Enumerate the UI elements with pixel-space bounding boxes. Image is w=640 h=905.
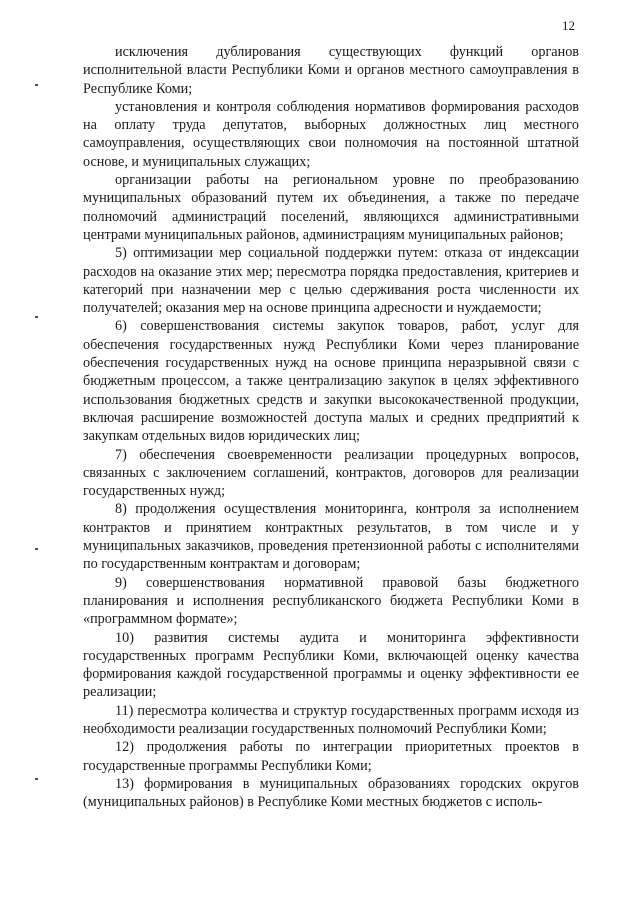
paragraph: 13) формирования в муниципальных образованиях городских округов (муниципальных районов) в Республике Коми местных бюджетов с исполь- <box>83 775 579 811</box>
paragraph: 6) совершенствования системы закупок товаров, работ, услуг для обеспечения государственных нужд Республики Коми через планирование обеспечения государственных нужд на основе принципа неразрывной связи с бюджетным процессом, а также централизацию закупок в целях эффективного использования бюджетных средств и закупки высококачественной продукции, включая расширение возможностей доступа малых и средних предприятий к закупкам отдельных видов юридических лиц; <box>83 318 579 445</box>
page-number: 12 <box>562 18 575 33</box>
margin-mark <box>35 548 38 550</box>
paragraph: исключения дублирования существующих функций органов исполнительной власти Республики Коми и органов местного самоуправления в Республике Коми; <box>83 44 579 97</box>
paragraph: 9) совершенствования нормативной правовой базы бюджетного планирования и исполнения республиканского бюджета Республики Коми в «программном формате»; <box>83 574 579 628</box>
margin-mark <box>35 84 38 86</box>
paragraph: 10) развития системы аудита и мониторинга эффективности государственных программ Республики Коми, включающей оценку качества формирования каждой государственной программы и оценку эффективности ее реализации; <box>83 629 579 701</box>
paragraph: 8) продолжения осуществления мониторинга, контроля за исполнением контрактов и принятием контрактных результатов, в том числе и у муниципальных заказчиков, проведения претензионной работы с исполнителями по государственным контрактам и договорам; <box>83 501 579 573</box>
paragraph: 5) оптимизации мер социальной поддержки путем: отказа от индексации расходов на оказание этих мер; пересмотра порядка предоставления, критериев и категорий при назначении мер с целью сдерживания роста численности их получателей; оказания мер на основе принципа адресности и нуждаемости; <box>83 245 579 317</box>
paragraph: установления и контроля соблюдения нормативов формирования расходов на оплату труда депутатов, выборных должностных лиц местного самоуправления, осуществляющих свои полномочия на постоянной штатной основе, и муниципальных служащих; <box>83 98 579 170</box>
margin-mark <box>35 316 38 318</box>
paragraph: 7) обеспечения своевременности реализации процедурных вопросов, связанных с заключением соглашений, контрактов, договоров для реализации государственных нужд; <box>83 446 579 500</box>
document-body <box>83 43 579 811</box>
paragraph: 11) пересмотра количества и структур государственных программ исходя из необходимости реализации государственных полномочий Республики Коми; <box>83 702 579 737</box>
paragraph: организации работы на региональном уровне по преобразованию муниципальных образований путем их объединения, а также по передаче полномочий администраций поселений, являющихся административными центрами муниципальных районов, администрациям муниципальных районов; <box>83 172 579 243</box>
margin-mark <box>35 778 38 780</box>
paragraph: 12) продолжения работы по интеграции приоритетных проектов в государственные программы Республики Коми; <box>83 739 579 774</box>
